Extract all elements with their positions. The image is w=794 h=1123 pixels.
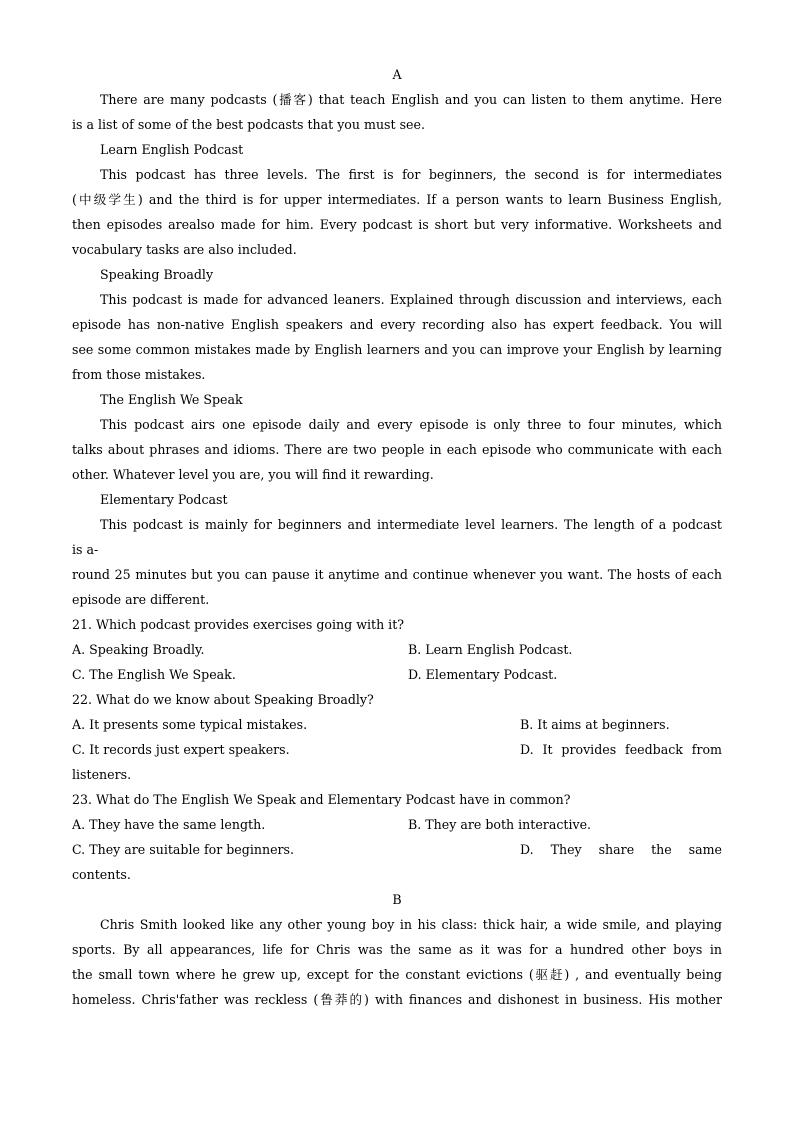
option: D. Elementary Podcast. <box>408 667 558 682</box>
passage-a-heading: A <box>392 67 402 82</box>
option-row <box>72 637 722 662</box>
intro-line: is a list of some of the best podcasts that you must see. <box>72 117 425 132</box>
option-row <box>72 812 722 837</box>
paragraph-line: the small town where he grew up, except for the constant evictions (驱赶) , and eventually being <box>72 967 722 982</box>
paragraph-line: (中级学生) and the third is for upper intermediates. If a person wants to learn Business English, <box>72 192 722 207</box>
question-stem: 22. What do we know about Speaking Broadly? <box>72 692 374 707</box>
paragraph-line: is a- <box>72 542 99 557</box>
paragraph-line: This podcast has three levels. The first is for beginners, the second is for intermediates <box>100 167 722 182</box>
paragraph-line: Chris Smith looked like any other young boy in his class: thick hair, a wide smile, and playing <box>100 917 722 932</box>
option: C. They are suitable for beginners. <box>72 842 295 857</box>
document-page <box>72 62 722 1012</box>
paragraph-line: This podcast is made for advanced leaners. Explained through discussion and interviews, each <box>100 292 722 307</box>
paragraph-line: vocabulary tasks are also included. <box>72 242 297 257</box>
option: B. It aims at beginners. <box>520 717 670 732</box>
paragraph-line: other. Whatever level you are, you will find it rewarding. <box>72 467 434 482</box>
passage-b-heading: B <box>392 892 402 907</box>
question-stem: 23. What do The English We Speak and Elementary Podcast have in common? <box>72 792 571 807</box>
option-continuation: contents. <box>72 867 131 882</box>
option-row <box>72 737 722 762</box>
paragraph-line: talks about phrases and idioms. There are two people in each episode who communicate with each <box>72 442 722 457</box>
paragraph-line: from those mistakes. <box>72 367 206 382</box>
paragraph-line: sports. By all appearances, life for Chris was the same as it was for a hundred other boys in <box>72 942 722 957</box>
option: D. They share the same <box>520 842 722 857</box>
option-row <box>72 837 722 862</box>
option-row <box>72 712 722 737</box>
paragraph-line: round 25 minutes but you can pause it anytime and continue whenever you want. The hosts of each <box>72 567 722 582</box>
option: C. The English We Speak. <box>72 667 236 682</box>
section-title: Elementary Podcast <box>100 492 228 507</box>
option: B. Learn English Podcast. <box>408 642 573 657</box>
section-title: Learn English Podcast <box>100 142 244 157</box>
question-stem: 21. Which podcast provides exercises going with it? <box>72 617 405 632</box>
section-title: Speaking Broadly <box>100 267 214 282</box>
paragraph-line: then episodes arealso made for him. Every podcast is short but very informative. Worksheets and <box>72 217 722 232</box>
option: C. It records just expert speakers. <box>72 742 290 757</box>
section-title: The English We Speak <box>100 392 243 407</box>
intro-line: There are many podcasts (播客) that teach English and you can listen to them anytime. Here <box>100 92 722 107</box>
paragraph-line: This podcast is mainly for beginners and intermediate level learners. The length of a podcast <box>100 517 722 532</box>
option-row <box>72 662 722 687</box>
paragraph-line: episode are different. <box>72 592 210 607</box>
paragraph-line: see some common mistakes made by English learners and you can improve your English by learning <box>72 342 722 357</box>
option: A. Speaking Broadly. <box>72 642 205 657</box>
paragraph-line: homeless. Chris'father was reckless (鲁莽的) with finances and dishonest in business. His mother <box>72 992 722 1007</box>
option: A. It presents some typical mistakes. <box>72 717 308 732</box>
paragraph-line: This podcast airs one episode daily and every episode is only three to four minutes, which <box>100 417 722 432</box>
option-continuation: listeners. <box>72 767 132 782</box>
option: D. It provides feedback from <box>520 742 722 757</box>
option: B. They are both interactive. <box>408 817 592 832</box>
paragraph-line: episode has non-native English speakers and every recording also has expert feedback. You will <box>72 317 722 332</box>
option: A. They have the same length. <box>72 817 266 832</box>
